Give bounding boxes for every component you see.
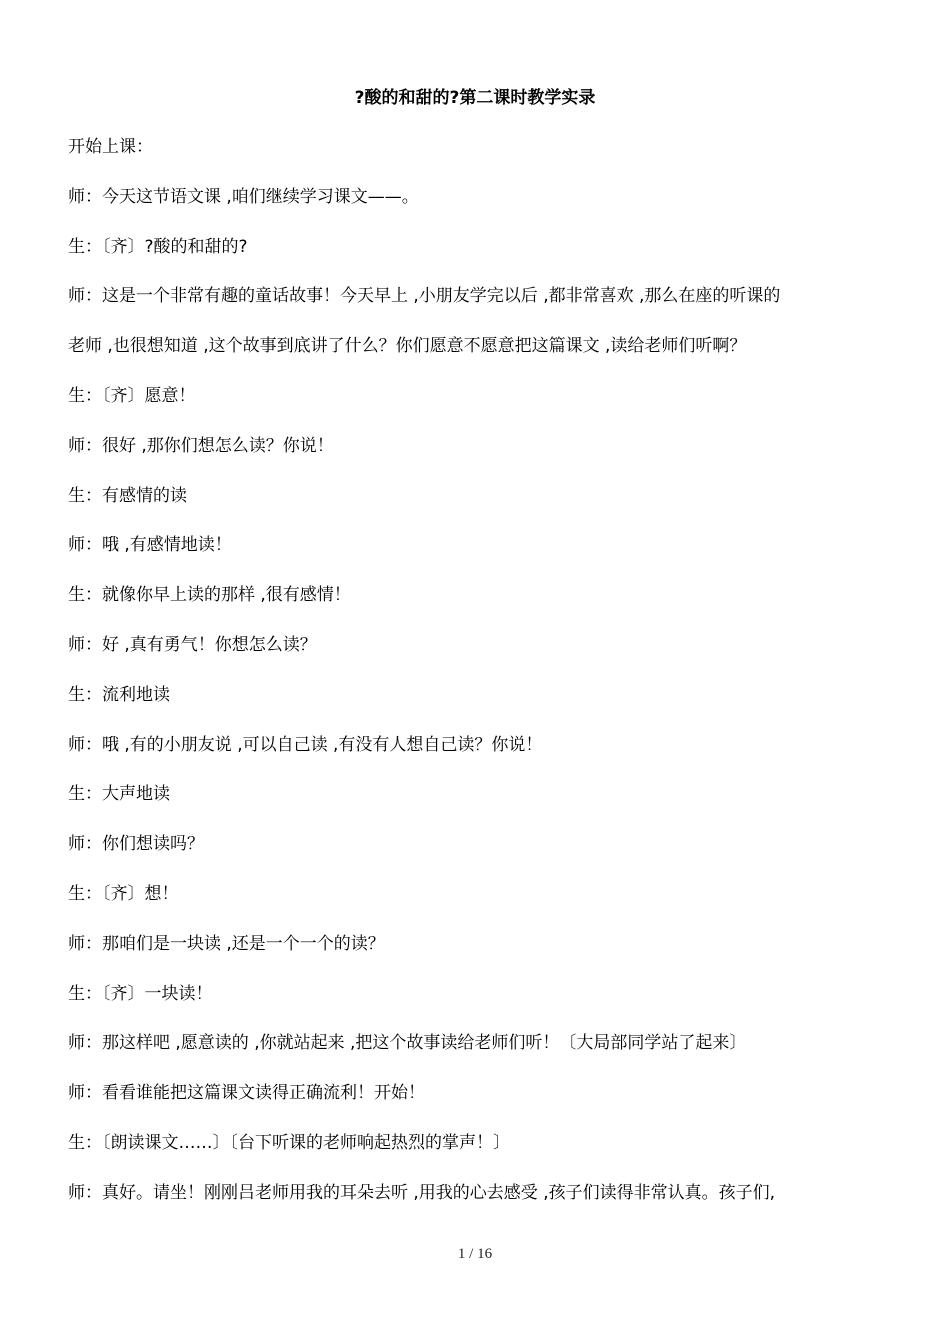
transcript-lines xyxy=(68,133,888,1229)
transcript-line: 生：就像你早上读的那样 ,很有感情！ xyxy=(68,585,351,606)
transcript-line: 生：有感情的读 xyxy=(68,485,187,506)
transcript-line: 生：〔齐〕愿意！ xyxy=(68,385,196,406)
page-number: 1 / 16 xyxy=(457,1246,493,1262)
transcript-line: 师：哦 ,有感情地读！ xyxy=(68,535,232,556)
transcript-line: 开始上课： xyxy=(68,137,153,157)
transcript-line: 师：你们想读吗？ xyxy=(68,834,204,855)
transcript-line: 师：真好。请坐！刚刚吕老师用我的耳朵去听 ,用我的心去感受 ,孩子们读得非常认真。孩子们, xyxy=(68,1182,776,1203)
document-title: ?酸的和甜的?第二课时教学实录 xyxy=(354,88,596,108)
transcript-line: 老师 ,也很想知道 ,这个故事到底讲了什么？你们愿意不愿意把这篇课文 ,读给老师们听啊？ xyxy=(68,336,747,357)
transcript-line: 生：〔齐〕?酸的和甜的? xyxy=(68,236,248,257)
transcript-line: 生：大声地读 xyxy=(68,784,170,805)
transcript-line: 师：看看谁能把这篇课文读得正确流利！开始！ xyxy=(68,1083,425,1104)
transcript-line: 师：很好 ,那你们想怎么读？你说！ xyxy=(68,435,334,456)
transcript-line: 师：好 ,真有勇气！你想怎么读？ xyxy=(68,634,317,655)
transcript-line: 师：那这样吧 ,愿意读的 ,你就站起来 ,把这个故事读给老师们听！〔大局部同学站了起来〕 xyxy=(68,1033,747,1054)
transcript-line: 师：这是一个非常有趣的童话故事！今天早上 ,小朋友学完以后 ,都非常喜欢 ,那么在座的听课的 xyxy=(68,286,781,307)
transcript-line: 生：〔齐〕一块读！ xyxy=(68,983,213,1004)
transcript-line: 生：流利地读 xyxy=(68,684,170,705)
transcript-line: 师：那咱们是一块读 ,还是一个一个的读？ xyxy=(68,933,385,954)
transcript-line: 生：〔齐〕想！ xyxy=(68,883,179,904)
transcript-line: 生：〔朗读课文……〕〔台下听课的老师响起热烈的掌声！〕 xyxy=(68,1132,510,1153)
transcript-line: 师：今天这节语文课 ,咱们继续学习课文——。 xyxy=(68,186,419,207)
transcript-line: 师：哦 ,有的小朋友说 ,可以自己读 ,有没有人想自己读？你说！ xyxy=(68,734,543,755)
